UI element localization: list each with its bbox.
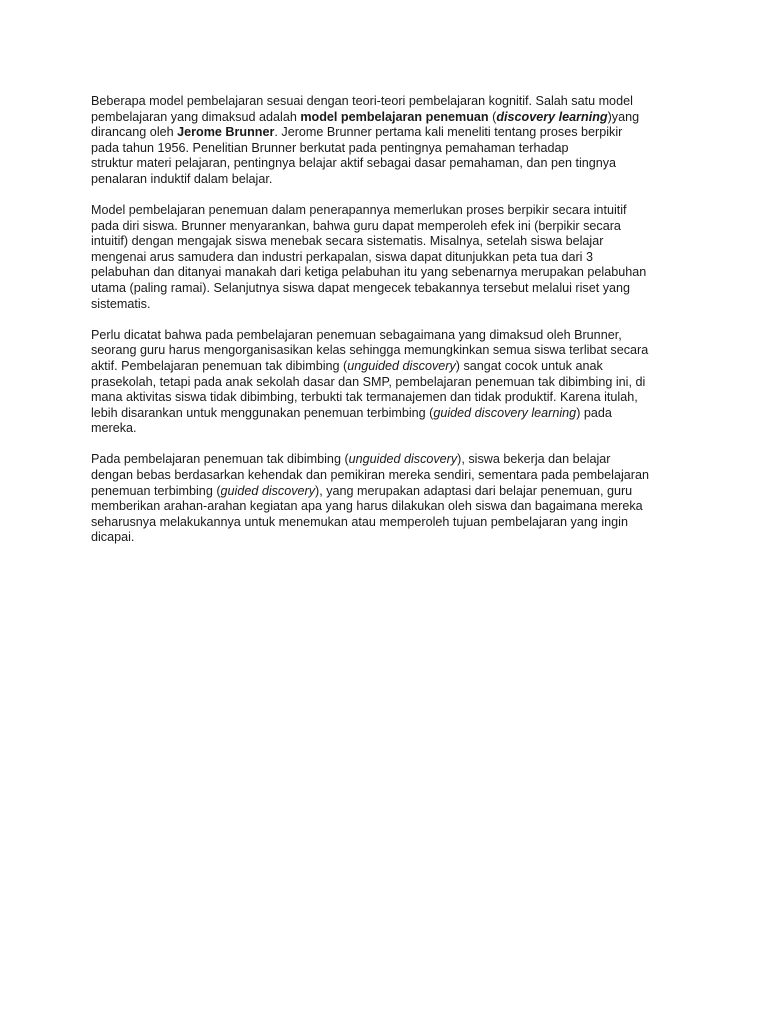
text-line [91, 452, 691, 468]
text-run: ) pada [576, 405, 612, 420]
italic-text: unguided discovery [348, 452, 458, 467]
paragraph-3 [91, 328, 691, 437]
text-run: seharusnya melakukannya untuk menemukan atau memperoleh tujuan pembelajaran yang ingin [91, 514, 628, 529]
text-line [91, 125, 691, 141]
text-run: mereka. [91, 421, 137, 436]
paragraph-4 [91, 452, 691, 546]
text-line [91, 281, 691, 297]
text-run: pada diri siswa. Brunner menyarankan, bahwa guru dapat memperoleh efek ini (berpikir secara [91, 218, 621, 233]
text-run: . Jerome Brunner pertama kali meneliti tentang proses berpikir [274, 125, 623, 140]
text-line [91, 359, 691, 375]
text-run: intuitif) dengan mengajak siswa menebak secara sistematis. Misalnya, setelah siswa belajar [91, 234, 604, 249]
italic-text: guided discovery learning [433, 405, 577, 420]
text-line [91, 515, 691, 531]
text-run: mengenai arus samudera dan industri perkapalan, siswa dapat ditunjukkan peta tua dari 3 [91, 249, 593, 264]
text-line [91, 110, 691, 126]
text-line [91, 406, 691, 422]
text-run: penemuan terbimbing ( [91, 483, 221, 498]
text-run: memberikan arahan-arahan kegiatan apa yang harus dilakukan oleh siswa dan bagaimana mereka [91, 499, 643, 514]
italic-text: unguided discovery [347, 358, 456, 373]
text-line [91, 484, 691, 500]
document-body [91, 94, 691, 561]
text-run: ) sangat cocok untuk anak [455, 358, 603, 373]
text-run: dengan bebas berdasarkan kehendak dan pemikiran mereka sendiri, sementara pada pembelajaran [91, 467, 649, 482]
text-run: ), yang merupakan adaptasi dari belajar penemuan, guru [315, 483, 633, 498]
text-run: lebih disarankan untuk menggunakan penemuan terbimbing ( [91, 405, 434, 420]
bold-text: Jerome Brunner [177, 125, 275, 140]
text-run: Perlu dicatat bahwa pada pembelajaran penemuan sebagaimana yang dimaksud oleh Brunner, [91, 327, 622, 342]
text-run: sistematis. [91, 296, 151, 311]
text-run: aktif. Pembelajaran penemuan tak dibimbing ( [91, 358, 348, 373]
bold-italic-text [496, 110, 607, 124]
text-run: ), siswa bekerja dan belajar [457, 452, 611, 467]
text-run: utama (paling ramai). Selanjutnya siswa dapat mengecek tebakannya tersebut melalui riset yang [91, 281, 631, 296]
text-run: )yang [607, 109, 640, 124]
text-line [91, 172, 691, 188]
text-run: Model pembelajaran penemuan dalam penerapannya memerlukan proses berpikir secara intuitif [91, 203, 627, 218]
italic-text: guided discovery [220, 483, 316, 498]
text-line [91, 343, 691, 359]
text-line [91, 219, 691, 235]
text-run: pada tahun 1956. Penelitian Brunner berkutat pada pentingnya pemahaman terhadap [91, 140, 569, 155]
text-run: pembelajaran yang dimaksud adalah [91, 109, 301, 124]
text-line [91, 421, 691, 437]
text-run: seorang guru harus mengorganisasikan kelas sehingga memungkinkan semua siswa terlibat secara [91, 343, 649, 358]
text-run: dirancang oleh [91, 125, 178, 140]
text-run: mana aktivitas siswa tidak dibimbing, terbukti tak termanajemen dan tidak produktif. Karena itulah, [91, 390, 638, 405]
text-run: penalaran induktif dalam belajar. [91, 171, 273, 186]
text-line [91, 375, 691, 391]
text-line [91, 94, 691, 110]
text-line [91, 250, 691, 266]
text-line [91, 328, 691, 344]
text-line [91, 390, 691, 406]
text-run: pelabuhan dan ditanyai manakah dari ketiga pelabuhan itu yang sebenarnya merupakan pelabuhan [91, 265, 647, 280]
text-line [91, 530, 691, 546]
bold-text: model pembelajaran penemuan [300, 109, 489, 124]
text-run: prasekolah, tetapi pada anak sekolah dasar dan SMP, pembelajaran penemuan tak dibimbing ini, di [91, 374, 646, 389]
text-run: dicapai. [91, 530, 135, 545]
text-line [91, 468, 691, 484]
text-line [91, 156, 691, 172]
text-line [91, 265, 691, 281]
text-run: struktur materi pelajaran, pentingnya belajar aktif sebagai dasar pemahaman, dan pen tingnya [91, 156, 617, 171]
text-run: ( [488, 109, 497, 124]
text-line [91, 203, 691, 219]
emphasis-text: discovery learning [496, 109, 608, 124]
paragraph-2 [91, 203, 691, 312]
text-line [91, 499, 691, 515]
text-line [91, 141, 691, 157]
text-run: Pada pembelajaran penemuan tak dibimbing ( [91, 452, 349, 467]
text-run: Beberapa model pembelajaran sesuai dengan teori-teori pembelajaran kognitif. Salah satu model [91, 94, 633, 108]
paragraph-1 [91, 94, 691, 188]
text-line [91, 234, 691, 250]
text-line [91, 297, 691, 313]
